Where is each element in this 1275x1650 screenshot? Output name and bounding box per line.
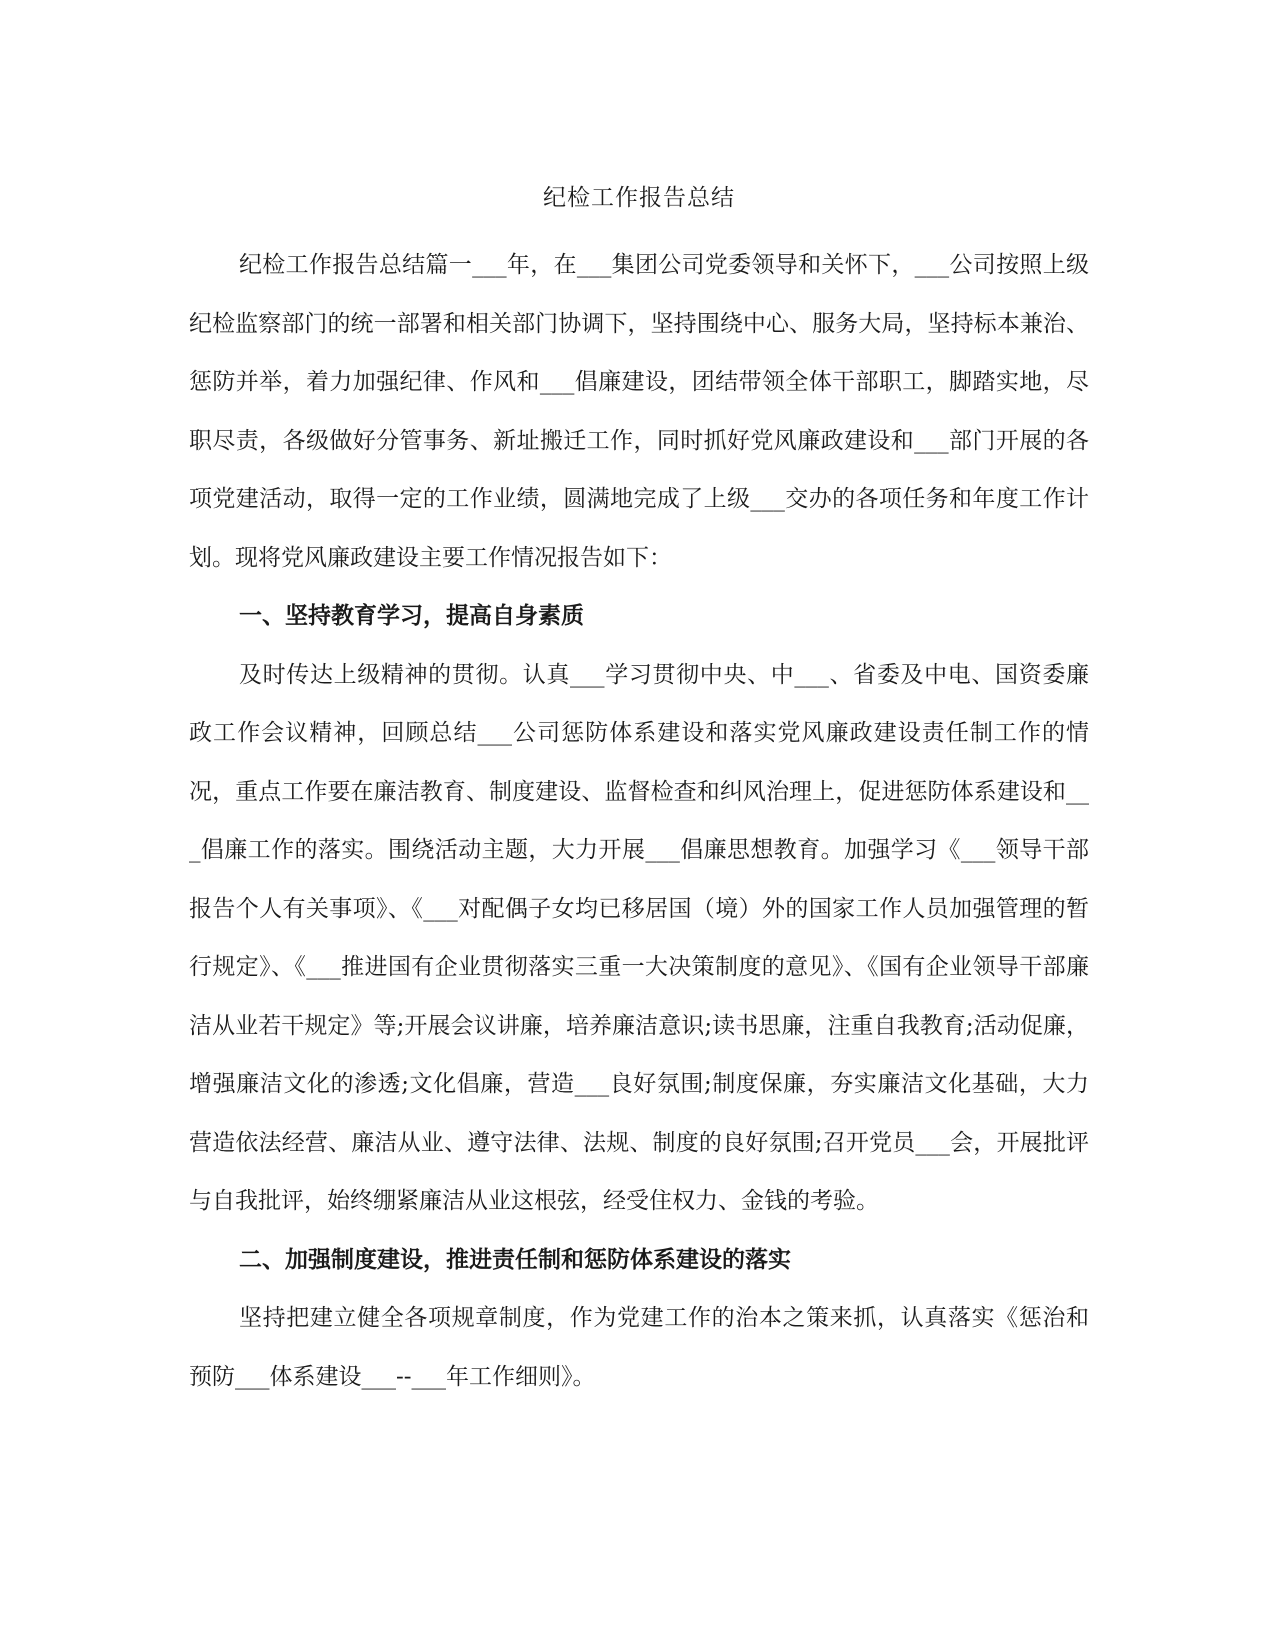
section-heading-1: 一、坚持教育学习，提高自身素质 <box>239 602 584 629</box>
section-2-paragraph: 坚持把建立健全各项规章制度，作为党建工作的治本之策来抓，认真落实《惩治和预防___体系建设___--___年工作细则》。 <box>189 1305 1089 1390</box>
section-heading-2: 二、加强制度建设，推进责任制和惩防体系建设的落实 <box>239 1245 791 1273</box>
document-body <box>189 180 1089 1406</box>
document-title: 纪检工作报告总结 <box>543 185 735 211</box>
section-1-paragraph: 及时传达上级精神的贯彻。认真___学习贯彻中央、中___、省委及中电、国资委廉政工作会议精神，回顾总结___公司惩防体系建设和落实党风廉政建设责任制工作的情况，重点工作要在廉洁教育、制度建设、监督检查和纠风治理上，促进惩防体系建设和___倡廉工作的落实。围绕活动主题，大力开展___倡廉思想教育。加强学习《___领导干部报告个人有关事项》、《___对配偶子女均已移居国（境）外的国家工作人员加强管理的暂行规定》、《___推进国有企业贯彻落实三重一大决策制度的意见》、《国有企业领导干部廉洁从业若干规定》等;开展会议讲廉，培养廉洁意识;读书思廉，注重自我教育;活动促廉，增强廉洁文化的渗透;文化倡廉，营造___良好氛围;制度保廉，夯实廉洁文化基础，大力营造依法经营、廉洁从业、遵守法律、法规、制度的良好氛围;召开党员___会，开展批评与自我批评，始终绷紧廉洁从业这根弦，经受住权力、金钱的考验。 <box>189 661 1089 1214</box>
intro-paragraph: 纪检工作报告总结篇一___年，在___集团公司党委领导和关怀下，___公司按照上级纪检监察部门的统一部署和相关部门协调下，坚持围绕中心、服务大局，坚持标本兼治、惩防并举，着力加强纪律、作风和___倡廉建设，团结带领全体干部职工，脚踏实地，尽职尽责，各级做好分管事务、新址搬迁工作，同时抓好党风廉政建设和___部门开展的各项党建活动，取得一定的工作业绩，圆满地完成了上级___交办的各项任务和年度工作计划。现将党风廉政建设主要工作情况报告如下： <box>189 252 1089 571</box>
